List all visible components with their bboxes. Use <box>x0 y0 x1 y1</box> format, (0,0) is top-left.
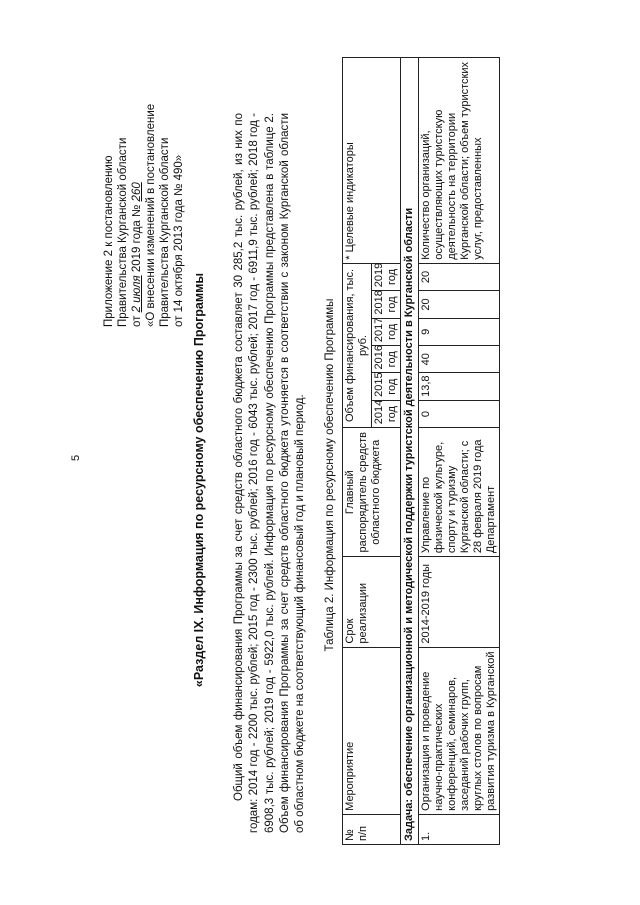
appendix-line: Приложение 2 к постановлению <box>103 155 115 327</box>
page-number: 5 <box>70 454 82 461</box>
header-year: 2018 год <box>372 291 401 318</box>
header-year: 2015 год <box>372 373 401 400</box>
resource-table <box>342 57 500 845</box>
header-term: Срок реализации <box>343 557 401 647</box>
appendix-line: от 14 октября 2013 года № 490» <box>173 154 185 327</box>
appendix-line: Правительства Курганской области <box>159 137 171 327</box>
cell-value: 13,8 <box>419 373 500 400</box>
header-year: 2016 год <box>372 346 401 373</box>
header-num: № п/п <box>343 814 401 844</box>
date-day-handwritten: 2 июля <box>131 275 143 313</box>
date-number-handwritten: 260 <box>131 182 143 202</box>
appendix-line: Правительства Курганской области <box>117 137 129 327</box>
table-caption: Таблица 2. Информация по ресурсному обеспечению Программы <box>324 298 336 652</box>
section-title: «Раздел IX. Информация по ресурсному обеспечению Программы <box>192 272 206 688</box>
table-header-row <box>343 58 372 845</box>
header-distributor: Главный распорядитель средств областного бюджета <box>343 428 401 557</box>
cell-value: 20 <box>419 291 500 318</box>
appendix-date-line <box>130 27 144 327</box>
paragraph-funding: Общий объем финансирования Программы за счет средств областного бюджета составляет 30 285,2 тыс. рублей, из них по годам: 2014 год - 2200 тыс. рублей; 2015 год - 2300 тыс. рублей; 2016 год - 6043 тыс. рублей; 2017 год - 6911,9 тыс. рублей; 2018 год - 6908,3 тыс. рублей; 2019 год - 5922,0 тыс. рублей. Информация по ресурсному обеспечению Программы представлена в таблице 2. Объем финансирования Программы за счет средств областного бюджета уточняется в соответствии с законом Курганской области об областном бюджете на соответствующий финансовый год и плановый период. <box>233 113 307 833</box>
cell-value: 40 <box>419 346 500 373</box>
header-event: Мероприятие <box>343 647 401 814</box>
cell-distributor: Управление по физической культуре, спорту и туризму Курганской области; с 28 февраля 2019 года Департамент <box>419 428 500 557</box>
header-year: 2014 год <box>372 400 401 427</box>
cell-value: 20 <box>419 263 500 291</box>
header-funding: Объем финансирования, тыс. руб. <box>343 263 372 428</box>
cell-value: 9 <box>419 318 500 345</box>
header-year: 2019 год <box>372 263 401 291</box>
header-indicators: * Целевые индикаторы <box>343 58 401 264</box>
task-cell: Задача: обеспечение организационной и методической поддержки туристской деятельности в Курганской области <box>401 58 419 845</box>
table-row <box>419 58 500 845</box>
cell-event: Организация и проведение научно-практических конференций, семинаров, заседаний рабочих групп, круглых столов по вопросам развития туризма в Курганской <box>419 647 500 814</box>
date-year: 2019 года № <box>131 204 143 273</box>
cell-term: 2014-2019 годы <box>419 557 500 647</box>
cell-value: 0 <box>419 400 500 427</box>
header-year: 2017 год <box>372 318 401 345</box>
appendix-header <box>102 27 186 327</box>
appendix-line: «О внесении изменений в постановление <box>145 103 157 327</box>
cell-indicator: Количество организаций, осуществляющих туристскую деятельность на территории Курганской области; объем туристских услуг, предоставленных <box>419 58 500 264</box>
cell-num: 1. <box>419 814 500 844</box>
table-task-row <box>401 58 419 845</box>
date-prefix: от <box>131 315 143 327</box>
